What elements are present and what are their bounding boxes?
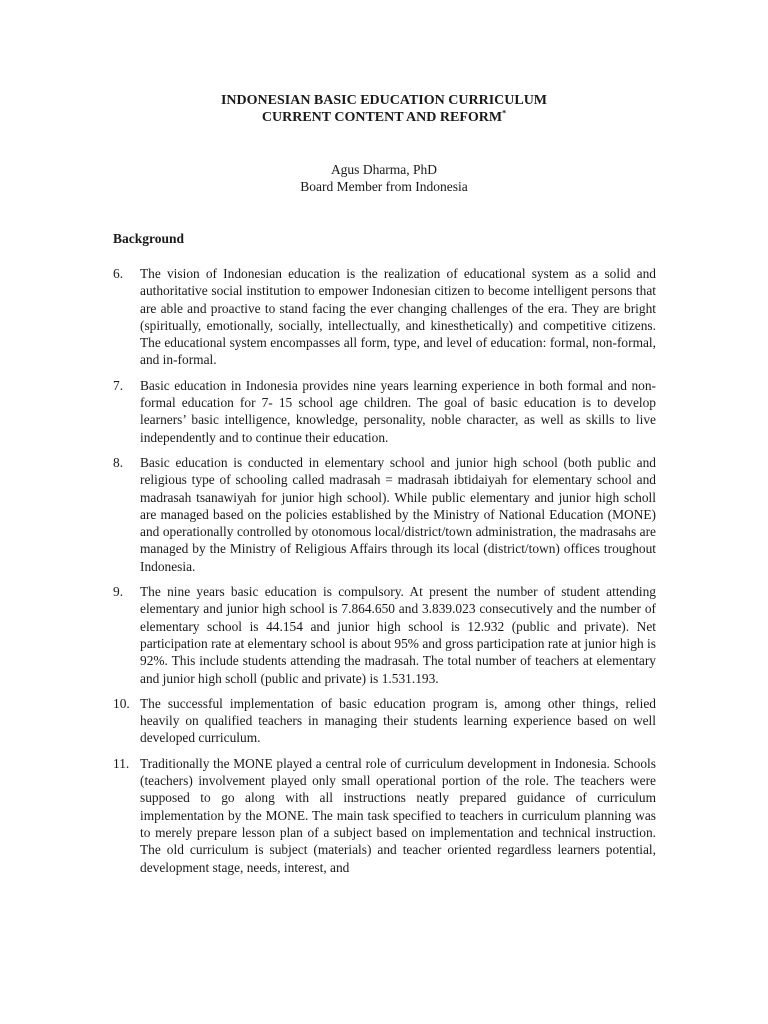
list-item xyxy=(113,265,656,369)
title-footnote-mark: * xyxy=(502,108,507,118)
numbered-list xyxy=(113,265,656,884)
byline xyxy=(0,161,768,195)
list-item xyxy=(113,454,656,575)
list-item xyxy=(113,583,656,687)
section-heading: Background xyxy=(113,231,185,246)
item-text: The nine years basic education is compulsory. At present the number of student attending elementary and junior high school is 7.864.650 and 3.839.023 consecutively and the number of elementary school is 44.154 and junior high school is 12.932 (public and private). Net participation rate at elementary school is about 95% and gross participation rate at junior high is 92%. This include students attending the madrasah. The total number of teachers at elementary and junior high scholl (public and private) is 1.531.193. xyxy=(140,584,656,686)
author-affiliation: Board Member from Indonesia xyxy=(300,179,468,194)
document-title xyxy=(0,92,768,126)
item-number: 7. xyxy=(113,377,124,393)
item-text: Basic education is conducted in elementary school and junior high school (both public and religious type of schooling called madrasah = madrasah ibtidaiyah for elementary school and madrasah tsanawiyah for junior high school). While public elementary and junior high scholl are managed based on the policies established by the Ministry of National Education (MONE) and operationally controlled by otonomous local/district/town administration, the madrasahs are managed by the Ministry of Religious Affairs through its local (district/town) offices troughout Indonesia. xyxy=(140,454,656,574)
item-text: Traditionally the MONE played a central role of curriculum development in Indonesia. Schools (teachers) involvement played only small operational portion of the role. The teachers were supposed to go along with all instructions neatly prepared guidance of curriculum implementation by the MONE. The main task specified to teachers in curriculum planning was to merely prepare lesson plan of a subject based on implementation and technical instruction. The old curriculum is subject (materials) and teacher oriented regardless learners potential, development stage, needs, interest, and xyxy=(140,755,656,875)
list-item xyxy=(113,755,656,876)
title-line-2: CURRENT CONTENT AND REFORM* xyxy=(261,108,507,125)
item-number: 9. xyxy=(113,584,124,600)
item-text: Basic education in Indonesia provides nine years learning experience in both formal and non-formal education for 7- 15 school age children. The goal of basic education is to develop learners’ basic intelligence, knowledge, personality, noble character, as well as skills to live independently and to continue their education. xyxy=(140,377,656,445)
author-name: Agus Dharma, PhD xyxy=(330,162,438,177)
item-number: 8. xyxy=(113,454,124,470)
item-text: The successful implementation of basic education program is, among other things, relied heavily on qualified teachers in managing their students learning experience based on well developed curriculum. xyxy=(140,695,656,746)
item-number: 11. xyxy=(113,755,130,771)
item-text: The vision of Indonesian education is the realization of educational system as a solid and authoritative social institution to empower Indonesian citizen to become intelligent persons that are able and proactive to stand facing the ever changing challenges of the era. They are bright (spiritually, emotionally, socially, intellectually, and kinesthetically) and competitive citizens. The educational system encompasses all form, type, and level of education: formal, non-formal, and in-formal. xyxy=(140,266,656,368)
title-line-1: INDONESIAN BASIC EDUCATION CURRICULUM xyxy=(220,93,548,108)
list-item xyxy=(113,377,656,446)
item-number: 6. xyxy=(113,266,124,281)
item-number: 10. xyxy=(113,695,130,711)
list-item xyxy=(113,695,656,747)
